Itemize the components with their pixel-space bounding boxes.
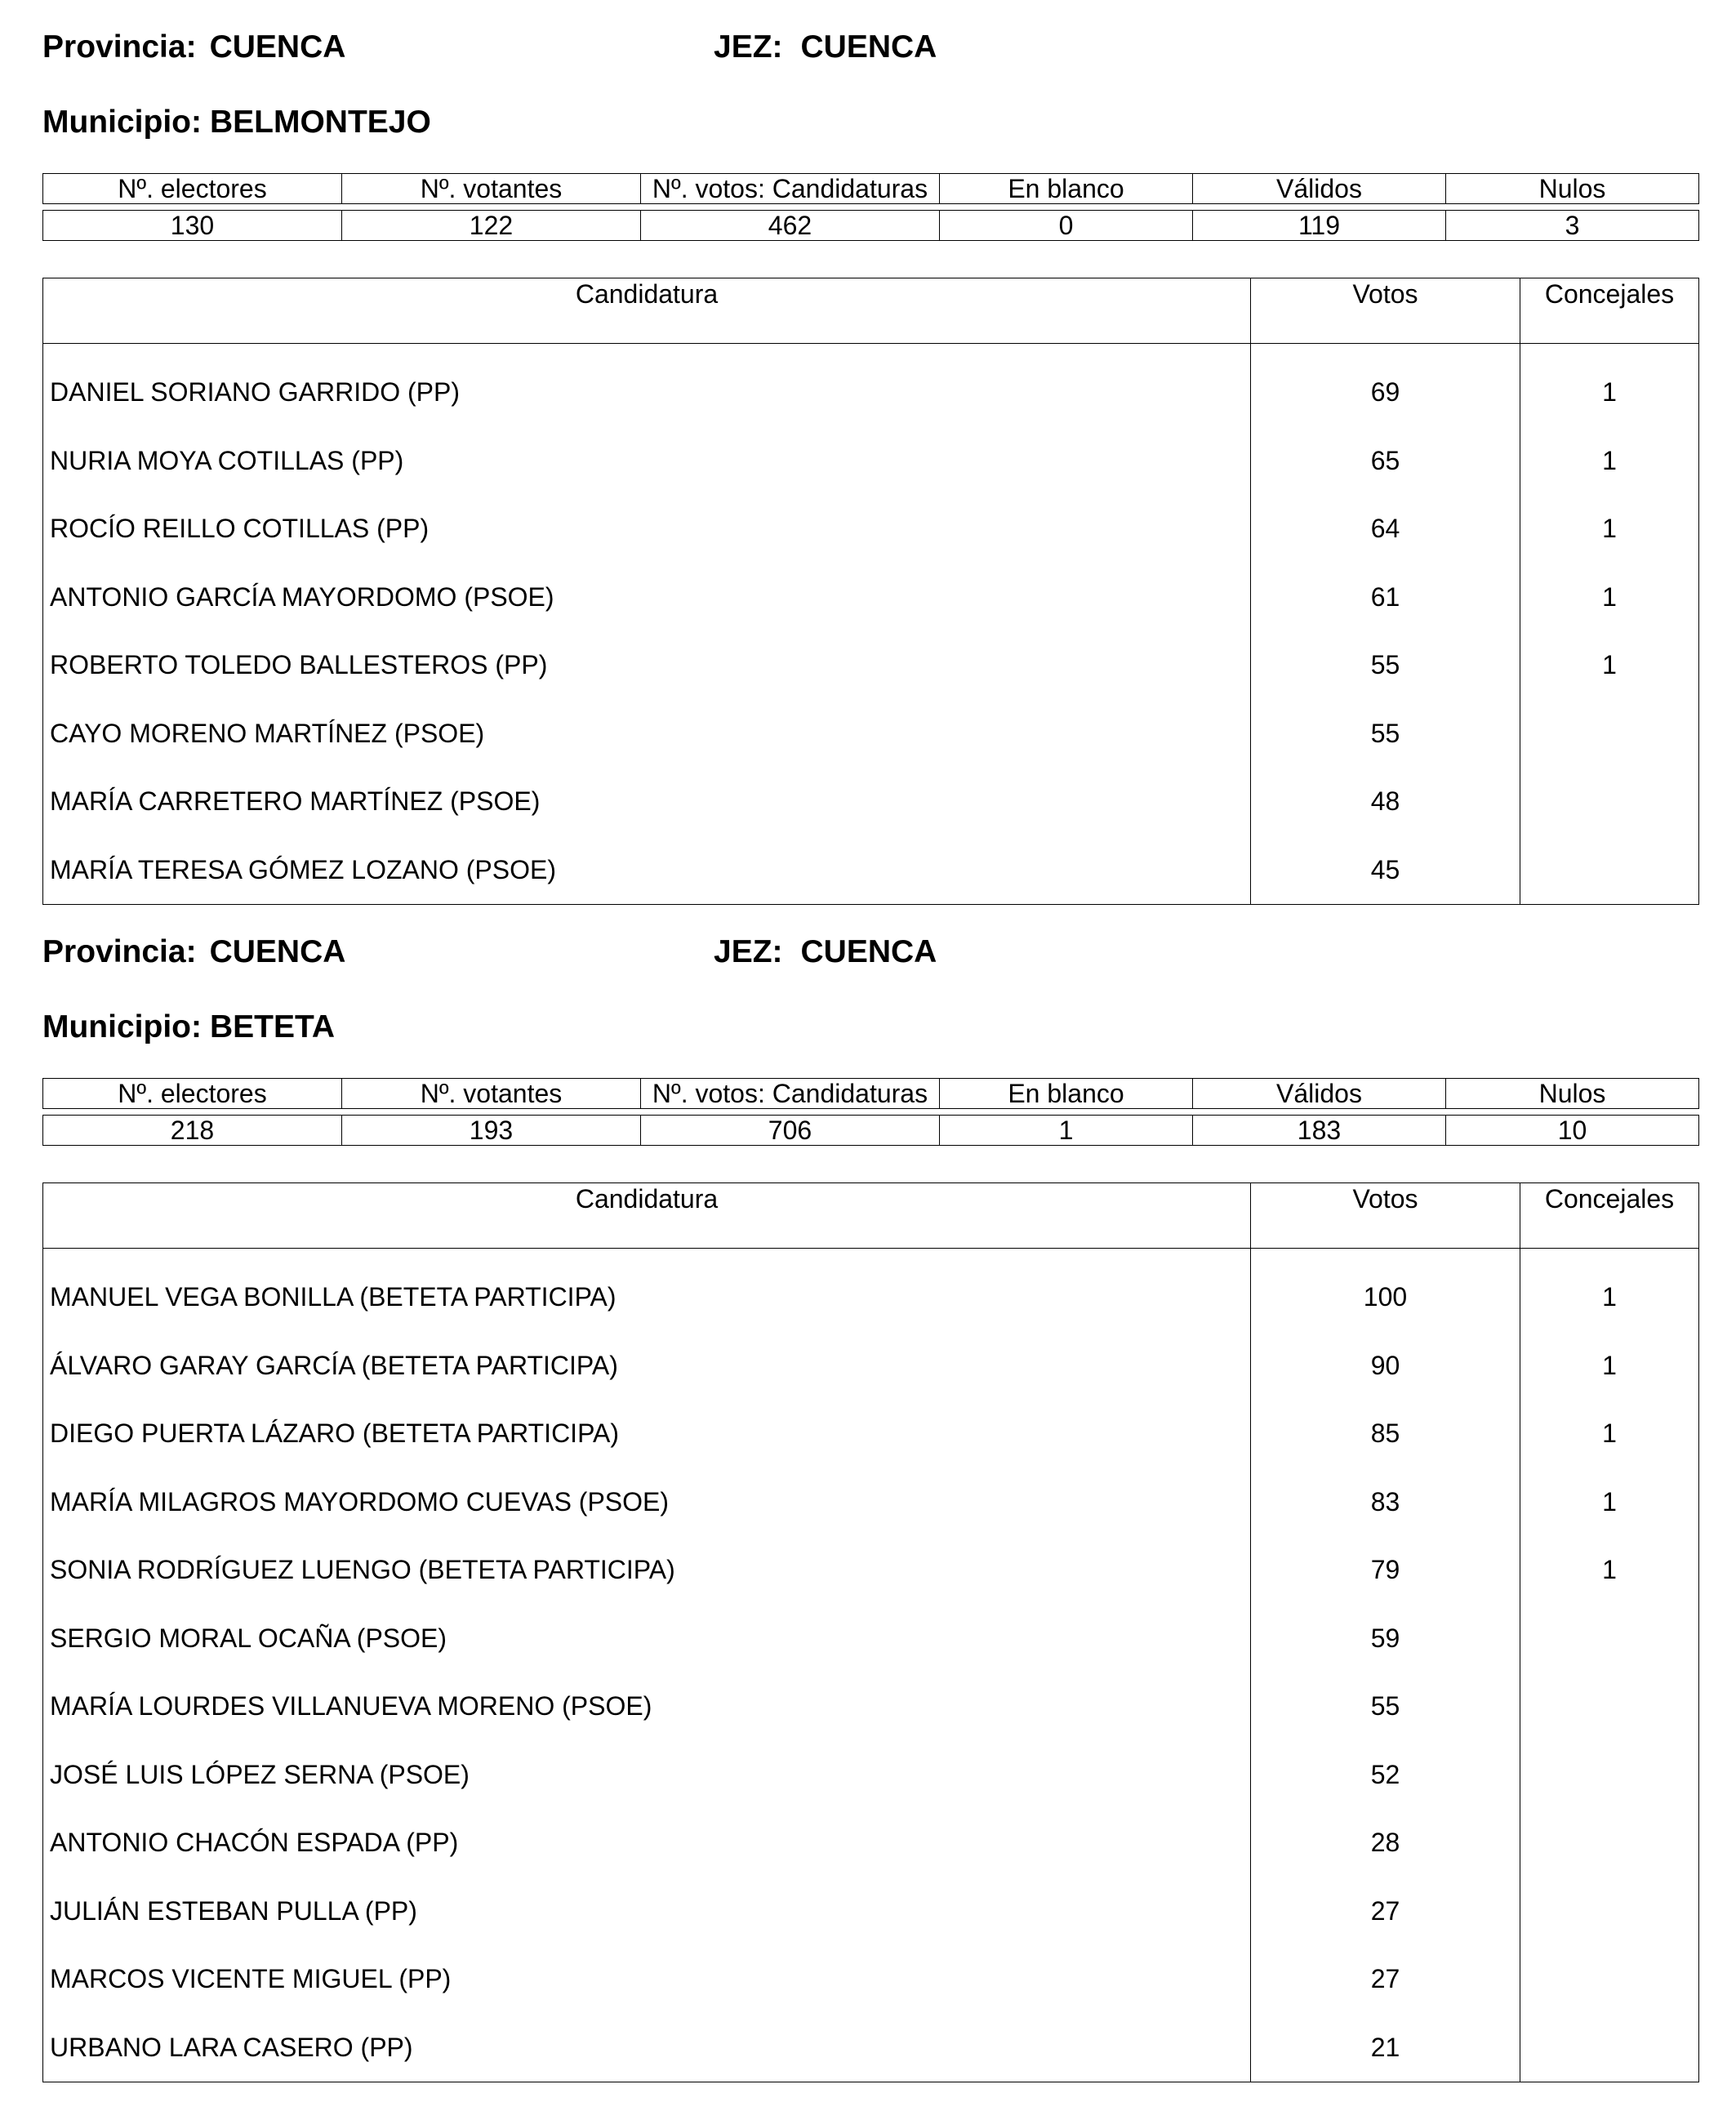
candidate-name: JOSÉ LUIS LÓPEZ SERNA (PSOE) bbox=[50, 1759, 470, 1789]
candidate-seats: 1 bbox=[1520, 495, 1699, 563]
municipio-value: BETETA bbox=[209, 1009, 336, 1044]
candidate-votes: 59 bbox=[1251, 1605, 1520, 1673]
stats-header-validos: Válidos bbox=[1193, 174, 1446, 204]
candidate-votes: 45 bbox=[1251, 836, 1520, 905]
candidate-seats: 1 bbox=[1520, 1536, 1699, 1605]
candidates-header-row bbox=[43, 1183, 1699, 1249]
candidate-votes: 100 bbox=[1251, 1263, 1520, 1332]
candidate-name: DANIEL SORIANO GARRIDO (PP) bbox=[50, 377, 460, 408]
stats-header-validos: Válidos bbox=[1193, 1079, 1446, 1109]
candidate-votes: 48 bbox=[1251, 768, 1520, 836]
candidates-header-seats: Concejales bbox=[1520, 278, 1699, 344]
candidate-votes: 85 bbox=[1251, 1400, 1520, 1468]
candidate-name: URBANO LARA CASERO (PP) bbox=[50, 2032, 413, 2062]
stats-header-nulos: Nulos bbox=[1446, 1079, 1699, 1109]
stats-header-electores: Nº. electores bbox=[43, 174, 342, 204]
candidate-seats: 1 bbox=[1520, 1468, 1699, 1537]
stats-header-votantes: Nº. votantes bbox=[342, 174, 641, 204]
candidate-votes: 55 bbox=[1251, 631, 1520, 700]
jez-label: JEZ: bbox=[714, 29, 783, 65]
candidate-seats bbox=[1520, 1877, 1699, 1946]
candidate-row bbox=[43, 1263, 1699, 1332]
stats-value-validos: 183 bbox=[1193, 1116, 1446, 1146]
candidate-row bbox=[43, 2014, 1699, 2082]
candidate-row bbox=[43, 1468, 1699, 1537]
candidate-name: ÁLVARO GARAY GARCÍA (BETETA PARTICIPA) bbox=[50, 1350, 618, 1380]
candidate-seats bbox=[1520, 1809, 1699, 1877]
candidate-seats bbox=[1520, 836, 1699, 905]
candidate-name: MARCOS VICENTE MIGUEL (PP) bbox=[50, 1964, 452, 1994]
stats-value-electores: 130 bbox=[43, 211, 342, 241]
stats-table bbox=[42, 173, 1699, 241]
candidate-name: ROCÍO REILLO COTILLAS (PP) bbox=[50, 514, 430, 544]
stats-header-votos-candidaturas: Nº. votos: Candidaturas bbox=[641, 1079, 940, 1109]
provincia-label: Provincia: bbox=[42, 934, 197, 969]
candidate-votes: 52 bbox=[1251, 1741, 1520, 1810]
candidate-votes: 79 bbox=[1251, 1536, 1520, 1605]
candidate-row bbox=[43, 427, 1699, 496]
jez-header bbox=[714, 933, 937, 972]
stats-value-row bbox=[43, 1116, 1699, 1146]
candidate-row bbox=[43, 1536, 1699, 1605]
stats-value-nulos: 10 bbox=[1446, 1116, 1699, 1146]
candidate-seats: 1 bbox=[1520, 1263, 1699, 1332]
candidate-votes: 90 bbox=[1251, 1332, 1520, 1401]
stats-value-votos-candidaturas: 462 bbox=[641, 211, 940, 241]
candidate-seats: 1 bbox=[1520, 359, 1699, 427]
candidate-name: MARÍA CARRETERO MARTÍNEZ (PSOE) bbox=[50, 786, 541, 817]
candidate-name: MARÍA TERESA GÓMEZ LOZANO (PSOE) bbox=[50, 854, 556, 884]
candidate-votes: 21 bbox=[1251, 2014, 1520, 2082]
candidate-name: MARÍA MILAGROS MAYORDOMO CUEVAS (PSOE) bbox=[50, 1486, 670, 1517]
candidates-table bbox=[42, 1182, 1699, 2082]
provincia-header bbox=[42, 28, 345, 67]
candidate-seats bbox=[1520, 768, 1699, 836]
candidates-header-name: Candidatura bbox=[43, 278, 1251, 344]
stats-value-validos: 119 bbox=[1193, 211, 1446, 241]
provincia-header bbox=[42, 933, 345, 972]
municipio-label: Municipio: bbox=[42, 105, 202, 140]
candidate-seats bbox=[1520, 2014, 1699, 2082]
municipio-header bbox=[42, 1008, 335, 1047]
candidate-row bbox=[43, 836, 1699, 905]
stats-value-votantes: 193 bbox=[342, 1116, 641, 1146]
jez-value: CUENCA bbox=[800, 29, 937, 65]
candidate-row bbox=[43, 1945, 1699, 2014]
stats-table bbox=[42, 1078, 1699, 1146]
candidate-seats: 1 bbox=[1520, 563, 1699, 632]
candidate-row bbox=[43, 700, 1699, 768]
candidate-row bbox=[43, 1741, 1699, 1810]
stats-header-nulos: Nulos bbox=[1446, 174, 1699, 204]
provincia-value: CUENCA bbox=[209, 29, 346, 65]
provincia-value: CUENCA bbox=[209, 934, 346, 969]
candidate-seats bbox=[1520, 1605, 1699, 1673]
municipio-label: Municipio: bbox=[42, 1009, 202, 1044]
stats-value-en-blanco: 1 bbox=[940, 1116, 1193, 1146]
candidate-votes: 55 bbox=[1251, 700, 1520, 768]
candidate-votes: 61 bbox=[1251, 563, 1520, 632]
stats-header-en-blanco: En blanco bbox=[940, 174, 1193, 204]
candidate-name: SERGIO MORAL OCAÑA (PSOE) bbox=[50, 1623, 447, 1653]
candidates-table bbox=[42, 278, 1699, 905]
candidate-row bbox=[43, 1672, 1699, 1741]
municipio-header bbox=[42, 103, 431, 142]
candidate-row bbox=[43, 495, 1699, 563]
candidate-name: MARÍA LOURDES VILLANUEVA MORENO (PSOE) bbox=[50, 1691, 652, 1721]
candidate-votes: 55 bbox=[1251, 1672, 1520, 1741]
candidate-name: ANTONIO CHACÓN ESPADA (PP) bbox=[50, 1828, 459, 1858]
candidates-header-votes: Votos bbox=[1251, 278, 1520, 344]
candidate-votes: 28 bbox=[1251, 1809, 1520, 1877]
candidate-votes: 27 bbox=[1251, 1945, 1520, 2014]
stats-header-row bbox=[43, 174, 1699, 204]
stats-header-en-blanco: En blanco bbox=[940, 1079, 1193, 1109]
candidate-votes: 27 bbox=[1251, 1877, 1520, 1946]
provincia-label: Provincia: bbox=[42, 29, 197, 65]
candidate-seats bbox=[1520, 1672, 1699, 1741]
candidate-votes: 83 bbox=[1251, 1468, 1520, 1537]
candidate-votes: 69 bbox=[1251, 359, 1520, 427]
candidate-name: ANTONIO GARCÍA MAYORDOMO (PSOE) bbox=[50, 581, 554, 612]
candidate-votes: 65 bbox=[1251, 427, 1520, 496]
candidates-header-votes: Votos bbox=[1251, 1183, 1520, 1249]
candidate-name: JULIÁN ESTEBAN PULLA (PP) bbox=[50, 1895, 417, 1926]
stats-value-row bbox=[43, 211, 1699, 241]
candidate-row bbox=[43, 1332, 1699, 1401]
candidate-name: NURIA MOYA COTILLAS (PP) bbox=[50, 445, 404, 475]
candidate-seats: 1 bbox=[1520, 631, 1699, 700]
candidates-header-seats: Concejales bbox=[1520, 1183, 1699, 1249]
stats-value-nulos: 3 bbox=[1446, 211, 1699, 241]
stats-header-row bbox=[43, 1079, 1699, 1109]
candidate-seats: 1 bbox=[1520, 1400, 1699, 1468]
stats-value-electores: 218 bbox=[43, 1116, 342, 1146]
jez-header bbox=[714, 28, 937, 67]
stats-value-votos-candidaturas: 706 bbox=[641, 1116, 940, 1146]
candidate-seats: 1 bbox=[1520, 1332, 1699, 1401]
candidate-name: MANUEL VEGA BONILLA (BETETA PARTICIPA) bbox=[50, 1282, 617, 1312]
candidate-seats bbox=[1520, 1945, 1699, 2014]
candidate-row bbox=[43, 768, 1699, 836]
candidate-name: ROBERTO TOLEDO BALLESTEROS (PP) bbox=[50, 650, 548, 680]
candidate-name: SONIA RODRÍGUEZ LUENGO (BETETA PARTICIPA) bbox=[50, 1555, 675, 1585]
candidate-row bbox=[43, 1877, 1699, 1946]
candidate-seats bbox=[1520, 700, 1699, 768]
candidate-row bbox=[43, 359, 1699, 427]
stats-value-en-blanco: 0 bbox=[940, 211, 1193, 241]
stats-header-electores: Nº. electores bbox=[43, 1079, 342, 1109]
candidates-header-row bbox=[43, 278, 1699, 344]
candidate-name: CAYO MORENO MARTÍNEZ (PSOE) bbox=[50, 718, 485, 748]
candidate-seats: 1 bbox=[1520, 427, 1699, 496]
stats-value-votantes: 122 bbox=[342, 211, 641, 241]
candidate-row bbox=[43, 1809, 1699, 1877]
candidate-row bbox=[43, 1605, 1699, 1673]
jez-value: CUENCA bbox=[800, 934, 937, 969]
candidate-name: DIEGO PUERTA LÁZARO (BETETA PARTICIPA) bbox=[50, 1419, 620, 1449]
candidate-seats bbox=[1520, 1741, 1699, 1810]
candidates-header-name: Candidatura bbox=[43, 1183, 1251, 1249]
candidate-row bbox=[43, 563, 1699, 632]
jez-label: JEZ: bbox=[714, 934, 783, 969]
municipio-value: BELMONTEJO bbox=[209, 105, 431, 140]
stats-header-votantes: Nº. votantes bbox=[342, 1079, 641, 1109]
stats-header-votos-candidaturas: Nº. votos: Candidaturas bbox=[641, 174, 940, 204]
candidate-votes: 64 bbox=[1251, 495, 1520, 563]
candidate-row bbox=[43, 1400, 1699, 1468]
candidate-row bbox=[43, 631, 1699, 700]
